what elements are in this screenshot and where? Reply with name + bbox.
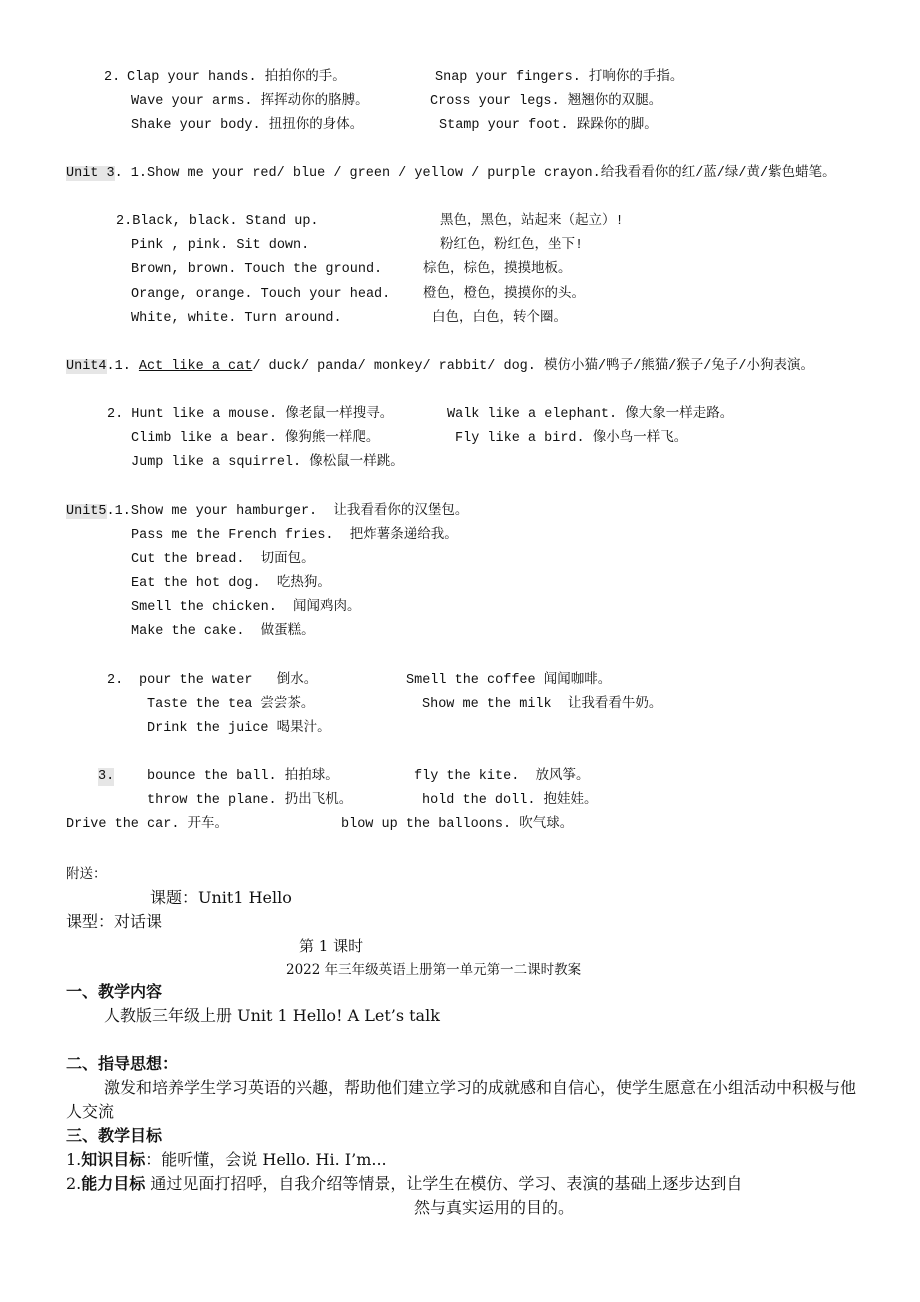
appendix-label: 附送：	[66, 866, 107, 882]
unit3-row2-en: Pink , pink. Sit down.	[131, 238, 310, 253]
lesson-type: 课型：对话课	[66, 912, 163, 931]
unit5-label: Unit5	[66, 504, 107, 519]
unit2-line2-right: Cross your legs. 翘翘你的双腿。	[430, 94, 663, 109]
unit4-rest: / duck/ panda/ monkey/ rabbit/ dog. 模仿小猫/鸭子/熊猫/猴子/兔子/小狗表演。	[252, 359, 814, 374]
document-subtitle: 2022 年三年级英语上册第一单元第一二课时教案	[286, 962, 582, 978]
unit3-label: Unit 3	[66, 166, 115, 181]
unit4-line3-left: Climb like a bear. 像狗熊一样爬。	[131, 431, 380, 446]
unit5-part3-a: bounce the ball. 拍拍球。	[147, 769, 339, 784]
unit4-label: Unit4	[66, 359, 107, 374]
unit4-underlined: Act like a cat	[138, 359, 253, 374]
unit3-line1	[66, 165, 836, 183]
unit5-line4: Eat the hot dog. 吃热狗。	[131, 576, 331, 591]
unit2-line2-left: Wave your arms. 挥挥动你的胳膊。	[131, 94, 369, 109]
lesson-topic: 课题：Unit1 Hello	[150, 888, 292, 907]
unit5-part2-d: Show me the milk 让我看看牛奶。	[422, 697, 663, 712]
unit3-row1-en: 2.Black, black. Stand up.	[116, 214, 319, 229]
unit5-part2-number: 2.	[107, 673, 124, 688]
unit5-line1	[66, 503, 468, 521]
unit3-row5-en: White, white. Turn around.	[131, 311, 342, 326]
lesson-number: 第 1 课时	[299, 937, 364, 955]
unit5-line5: Smell the chicken. 闻闻鸡肉。	[131, 600, 361, 615]
unit4-line2-left: 2. Hunt like a mouse. 像老鼠一样搜寻。	[107, 407, 394, 422]
goal2-continued: 然与真实运用的目的。	[414, 1198, 575, 1217]
goal1-number: 1.	[66, 1150, 82, 1169]
goal1	[66, 1150, 387, 1170]
unit5-line1-text: .1.Show me your hamburger. 让我看看你的汉堡包。	[106, 504, 469, 519]
unit4-line3-right: Fly like a bird. 像小鸟一样飞。	[455, 431, 688, 446]
unit5-part3-d: hold the doll. 抱娃娃。	[422, 793, 598, 808]
unit4-line1	[66, 358, 814, 376]
unit3-row4-zh: 橙色，橙色，摸摸你的头。	[423, 287, 585, 302]
section1-text: 人教版三年级上册 Unit 1 Hello! A Let’s talk	[104, 1006, 440, 1025]
goal1-text: ：能听懂，会说 Hello. Hi. I’m...	[145, 1150, 387, 1169]
goal2-label: 能力目标	[81, 1174, 146, 1193]
unit5-part2-a: pour the water 倒水。	[139, 673, 318, 688]
unit5-part2-e: Drink the juice 喝果汁。	[147, 721, 331, 736]
section3-heading: 三、教学目标	[66, 1126, 163, 1145]
unit3-row4-en: Orange, orange. Touch your head.	[131, 287, 391, 302]
unit3-row3-en: Brown, brown. Touch the ground.	[131, 262, 383, 277]
section1-heading: 一、教学内容	[66, 982, 163, 1001]
goal1-label: 知识目标	[81, 1150, 146, 1169]
unit5-line2: Pass me the French fries. 把炸薯条递给我。	[131, 528, 458, 543]
goal2-text: 通过见面打招呼，自我介绍等情景，让学生在模仿、学习、表演的基础上逐步达到自	[145, 1174, 743, 1193]
unit3-row1-zh: 黑色，黑色，站起来（起立）!	[440, 214, 624, 229]
unit5-part3-number: 3.	[98, 769, 115, 784]
unit2-line3-left: Shake your body. 扭扭你的身体。	[131, 118, 364, 133]
unit5-part3-e: Drive the car. 开车。	[66, 817, 229, 832]
unit5-part2-c: Taste the tea 尝尝茶。	[147, 697, 315, 712]
unit5-part3-b: fly the kite. 放风筝。	[414, 769, 590, 784]
unit5-line3: Cut the bread. 切面包。	[131, 552, 315, 567]
unit2-number: 2.	[104, 70, 121, 85]
unit5-part3-f: blow up the balloons. 吹气球。	[341, 817, 574, 832]
unit4-prefix: .1.	[106, 359, 139, 374]
unit3-row5-zh: 白色，白色，转个圈。	[432, 311, 567, 326]
unit4-line4: Jump like a squirrel. 像松鼠一样跳。	[131, 455, 404, 470]
goal2-number: 2.	[66, 1174, 82, 1193]
unit2-line3-right: Stamp your foot. 跺跺你的脚。	[439, 118, 658, 133]
unit2-line1-left: Clap your hands. 拍拍你的手。	[127, 70, 346, 85]
unit3-row2-zh: 粉红色，粉红色，坐下!	[440, 238, 584, 253]
unit5-part3-c: throw the plane. 扔出飞机。	[147, 793, 353, 808]
section2-heading: 二、指导思想：	[66, 1054, 179, 1073]
unit5-part2-b: Smell the coffee 闻闻咖啡。	[406, 673, 612, 688]
section2-text: 激发和培养学生学习英语的兴趣，帮助他们建立学习的成就感和自信心，使学生愿意在小组活动中积极与他人交流	[66, 1078, 857, 1121]
goal2	[66, 1174, 742, 1194]
unit2-line1-right: Snap your fingers. 打响你的手指。	[435, 70, 684, 85]
unit3-line1-text: . 1.Show me your red/ blue / green / yellow / purple crayon.给我看看你的红/蓝/绿/黄/紫色蜡笔。	[114, 166, 836, 181]
unit3-row3-zh: 棕色，棕色，摸摸地板。	[423, 262, 572, 277]
unit5-line6: Make the cake. 做蛋糕。	[131, 624, 315, 639]
unit4-line2-right: Walk like a elephant. 像大象一样走路。	[447, 407, 734, 422]
